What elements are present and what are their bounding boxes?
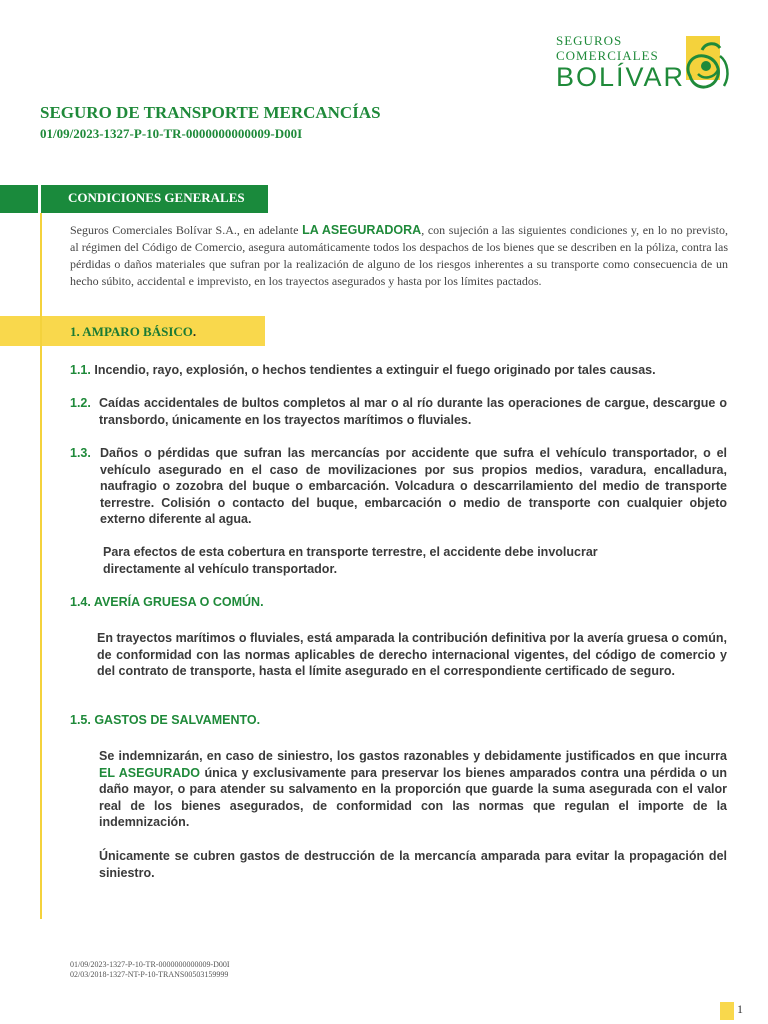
clause-number: 1.1. bbox=[70, 363, 91, 377]
clause-text-b: única y exclusivamente para preservar los bienes amparados contra una pérdida o un daño mayor, o para atender su salvamento en la proporción que guarde la suma asegurada con el valor real de los bienes asegurados, de conformidad con las normas que regulan el importe de la indemnización. bbox=[99, 765, 727, 829]
amparo-heading bbox=[70, 324, 196, 340]
brand-logo-text bbox=[556, 34, 685, 91]
clause-1-3-number bbox=[70, 445, 96, 462]
intro-text-1: Seguros Comerciales Bolívar S.A., en adelante bbox=[70, 223, 303, 237]
intro-text-2: , con sujeción a las siguientes condiciones y, en lo no previsto, al régimen del Código de Comercio, asegura automáticamente todos los despachos de los bienes que se describen en la póliza, contra las pérdidas o daños materiales que sufran por la realización de alguno de los riesgos inherentes a su transporte como consecuencia de un hecho súbito, accidental e imprevisto, en los trayectos asegurados y hasta por los límites pactados. bbox=[70, 223, 728, 288]
intro-highlight: LA ASEGURADORA bbox=[302, 223, 422, 237]
amparo-heading-dot: . bbox=[192, 324, 197, 339]
clause-highlight: EL ASEGURADO bbox=[99, 765, 201, 780]
footer-code-2: 02/03/2018-1327-NT-P-10-TRANS00503159999 bbox=[70, 970, 229, 979]
clause-1-5-text bbox=[99, 748, 727, 831]
clause-heading: 1.4. AVERÍA GRUESA O COMÚN. bbox=[70, 595, 264, 609]
brand-line-3: BOLÍVAR bbox=[556, 62, 686, 92]
clause-1-4-text bbox=[97, 630, 727, 680]
amparo-heading-text: 1. AMPARO BÁSICO bbox=[70, 324, 193, 339]
page-number: 1 bbox=[737, 1002, 743, 1016]
clause-1-2-number bbox=[70, 395, 96, 412]
clause-1-3 bbox=[100, 445, 727, 528]
clause-1-3-note bbox=[103, 544, 663, 577]
clause-text: Caídas accidentales de bultos completos al mar o al río durante las operaciones de cargue, descargue o transbordo, únicamente en los trayectos marítimos o fluviales. bbox=[99, 396, 727, 427]
clause-1-2 bbox=[99, 395, 727, 428]
clause-1-4-heading bbox=[70, 594, 264, 611]
document-title: SEGURO DE TRANSPORTE MERCANCÍAS bbox=[40, 103, 381, 122]
brand-line-1: SEGUROS bbox=[556, 33, 623, 48]
page-number-marker bbox=[720, 1002, 734, 1020]
footer-code-1: 01/09/2023-1327-P-10-TR-0000000000009-D00I bbox=[70, 960, 230, 969]
section-heading: CONDICIONES GENERALES bbox=[68, 190, 245, 205]
clause-text-a: Se indemnizarán, en caso de siniestro, los gastos razonables y debidamente justificados en que incurra bbox=[99, 749, 727, 763]
clause-1-5-heading bbox=[70, 712, 260, 729]
section-band-divider bbox=[38, 185, 41, 213]
clause-heading: 1.5. GASTOS DE SALVAMENTO. bbox=[70, 713, 261, 727]
intro-paragraph bbox=[70, 222, 728, 290]
clause-note: Para efectos de esta cobertura en transporte terrestre, el accidente debe involucrar directamente al vehículo transportador. bbox=[103, 545, 598, 576]
bolivar-logo-icon bbox=[680, 36, 732, 94]
clause-text: En trayectos marítimos o fluviales, está amparada la contribución definitiva por la avería gruesa o común, de conformidad con las normas aplicables de derecho internacional vigentes, del código de comercio y del contrato de transporte, hasta el límite asegurado en el correspondiente certificado de seguro. bbox=[97, 631, 727, 678]
clause-number: 1.3. bbox=[70, 446, 91, 460]
clause-1-1 bbox=[70, 362, 730, 379]
document-code: 01/09/2023-1327-P-10-TR-0000000000009-D00I bbox=[40, 126, 303, 141]
clause-text: Incendio, rayo, explosión, o hechos tendientes a extinguir el fuego originado por tales causas. bbox=[94, 363, 656, 377]
clause-text: Daños o pérdidas que sufran las mercancías por accidente que sufra el vehículo transportador, o el vehículo asegurado en el caso de movilizaciones por sus propios medios, varadura, encalladura, naufragio o zozobra del buque o embarcación. Volcadura o descarrilamiento del medio de transporte terrestre. Colisión o contacto del buque, embarcación o medio de transporte con cualquier objeto externo diferente al agua. bbox=[100, 446, 727, 526]
clause-1-5-text-2 bbox=[99, 848, 727, 881]
clause-text-c: Únicamente se cubren gastos de destrucción de la mercancía amparada para evitar la propagación del siniestro. bbox=[99, 849, 727, 880]
brand-line-2: COMERCIALES bbox=[556, 48, 659, 63]
clause-number: 1.2. bbox=[70, 396, 91, 410]
amparo-box-rule bbox=[40, 316, 42, 346]
